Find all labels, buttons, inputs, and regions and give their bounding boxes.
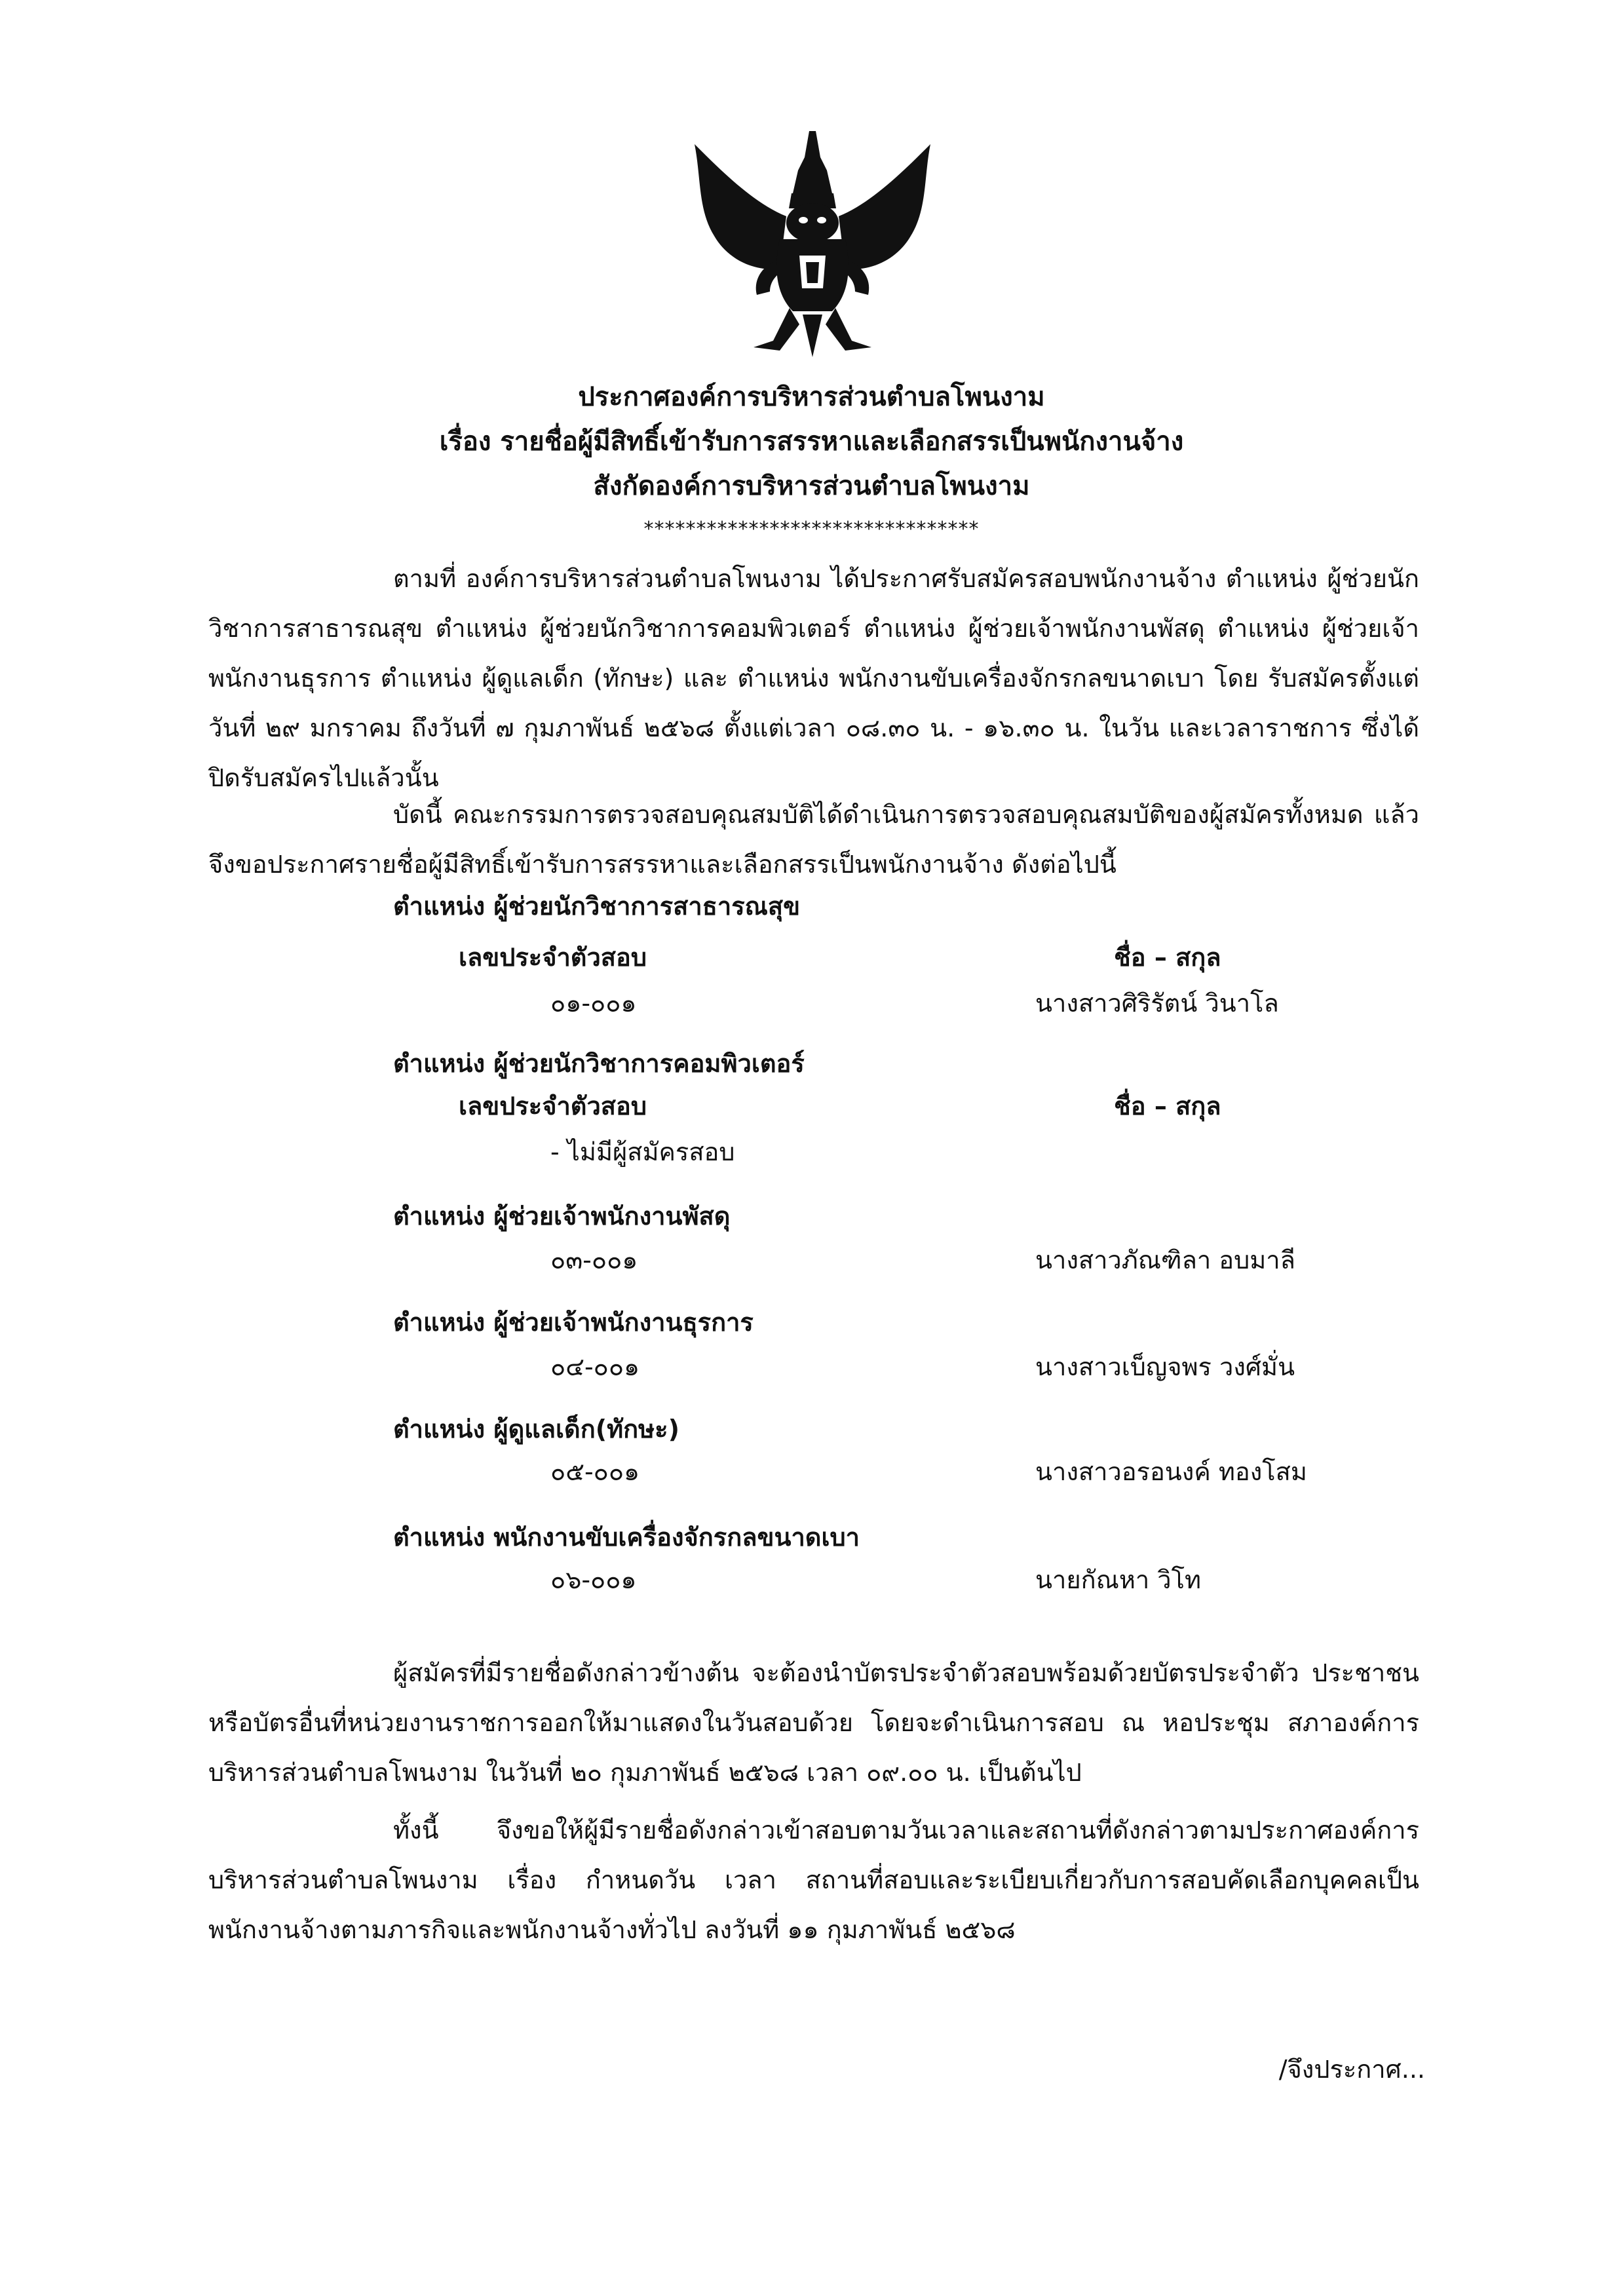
position-title-machinery: ตำแหน่ง พนักงานขับเครื่องจักรกลขนาดเบา	[393, 1523, 860, 1552]
exam-id: ๐๔-๐๐๑	[550, 1352, 640, 1381]
announcement-affiliation: สังกัดองค์การบริหารส่วนตำบลโพนงาม	[593, 471, 1030, 501]
position-title-clerical: ตำแหน่ง ผู้ช่วยเจ้าพนักงานธุรการ	[393, 1308, 754, 1337]
name-header: ชื่อ – สกุล	[1114, 1092, 1221, 1120]
position-title-computer: ตำแหน่ง ผู้ช่วยนักวิชาการคอมพิวเตอร์	[393, 1049, 805, 1078]
announcement-title: ประกาศองค์การบริหารส่วนตำบลโพนงาม	[578, 382, 1045, 412]
intro-paragraph: ตามที่ องค์การบริหารส่วนตำบลโพนงาม ได้ประกาศรับสมัครสอบพนักงานจ้าง ตำแหน่ง ผู้ช่วยนักวิชาการสาธารณสุข ตำแหน่ง ผู้ช่วยนักวิชาการคอมพิวเตอร์ ตำแหน่ง ผู้ช่วยเจ้าพนักงานพัสดุ ตำแหน่ง ผู้ช่วยเจ้าพนักงานธุรการ ตำแหน่ง ผู้ดูแลเด็ก (ทักษะ) และ ตำแหน่ง พนักงานขับเครื่องจักรกลขนาดเบา โดย รับสมัครตั้งแต่วันที่ ๒๙ มกราคม ถึงวันที่ ๗ กุมภาพันธ์ ๒๕๖๘ ตั้งแต่เวลา ๐๘.๓๐ น. - ๑๖.๓๐ น. ในวัน และเวลาราชการ ซึ่งได้ปิดรับสมัครไปแล้วนั้น	[208, 564, 1419, 792]
continuation-note: /จึงประกาศ...	[1278, 2055, 1425, 2084]
exam-id-header: เลขประจำตัวสอบ	[459, 1092, 647, 1120]
candidate-name: นายกัณหา วิโท	[1035, 1565, 1202, 1594]
exam-id-header: เลขประจำตัวสอบ	[459, 943, 647, 972]
candidate-name: นางสาวภัณฑิลา อบมาลี	[1035, 1246, 1295, 1274]
name-header: ชื่อ – สกุล	[1114, 943, 1221, 972]
candidate-name: นางสาวศิริรัตน์ วินาโล	[1035, 989, 1279, 1018]
exam-id: ๐๓-๐๐๑	[550, 1246, 638, 1274]
exam-id: ๐๖-๐๐๑	[550, 1565, 637, 1594]
result-paragraph: บัดนี้ คณะกรรมการตรวจสอบคุณสมบัติได้ดำเนินการตรวจสอบคุณสมบัติของผู้สมัครทั้งหมด แล้วจึงขอประกาศรายชื่อผู้มีสิทธิ์เข้ารับการสรรหาและเลือกสรรเป็นพนักงานจ้าง ดังต่อไปนี้	[208, 800, 1419, 879]
candidate-name: นางสาวเบ็ญจพร วงศ์มั่น	[1035, 1352, 1295, 1381]
exam-instructions-paragraph: ผู้สมัครที่มีรายชื่อดังกล่าวข้างต้น จะต้องนำบัตรประจำตัวสอบพร้อมด้วยบัตรประจำตัว ประชาชน หรือบัตรอื่นที่หน่วยงานราชการออกให้มาแสดงในวันสอบด้วย โดยจะดำเนินการสอบ ณ หอประชุม สภาองค์การบริหารส่วนตำบลโพนงาม ในวันที่ ๒๐ กุมภาพันธ์ ๒๕๖๘ เวลา ๐๙.๐๐ น. เป็นต้นไป	[208, 1658, 1419, 1787]
position-title-public-health: ตำแหน่ง ผู้ช่วยนักวิชาการสาธารณสุข	[393, 892, 801, 921]
position-title-childcare: ตำแหน่ง ผู้ดูแลเด็ก(ทักษะ)	[393, 1415, 679, 1444]
position-title-supplies: ตำแหน่ง ผู้ช่วยเจ้าพนักงานพัสดุ	[393, 1202, 731, 1231]
reference-paragraph: ทั้งนี้ จึงขอให้ผู้มีรายชื่อดังกล่าวเข้าสอบตามวันเวลาและสถานที่ดังกล่าวตามประกาศองค์การ บริหารส่วนตำบลโพนงาม เรื่อง กำหนดวัน เวลา สถานที่สอบและระเบียบเกี่ยวกับการสอบคัดเลือกบุคคลเป็น พนักงานจ้างตามภารกิจและพนักงานจ้างทั่วไป ลงวันที่ ๑๑ กุมภาพันธ์ ๒๕๖๘	[208, 1816, 1419, 1944]
candidate-name: นางสาวอรอนงค์ ทองโสม	[1035, 1457, 1307, 1486]
exam-id: ๐๕-๐๐๑	[550, 1457, 640, 1486]
announcement-subject: เรื่อง รายชื่อผู้มีสิทธิ์เข้ารับการสรรหาและเลือกสรรเป็นพนักงานจ้าง	[439, 427, 1184, 457]
separator-stars: ********************************	[643, 518, 980, 541]
exam-id: ๐๑-๐๐๑	[550, 989, 637, 1018]
garuda-emblem-icon	[675, 131, 950, 357]
no-applicant-note: - ไม่มีผู้สมัครสอบ	[550, 1138, 735, 1166]
